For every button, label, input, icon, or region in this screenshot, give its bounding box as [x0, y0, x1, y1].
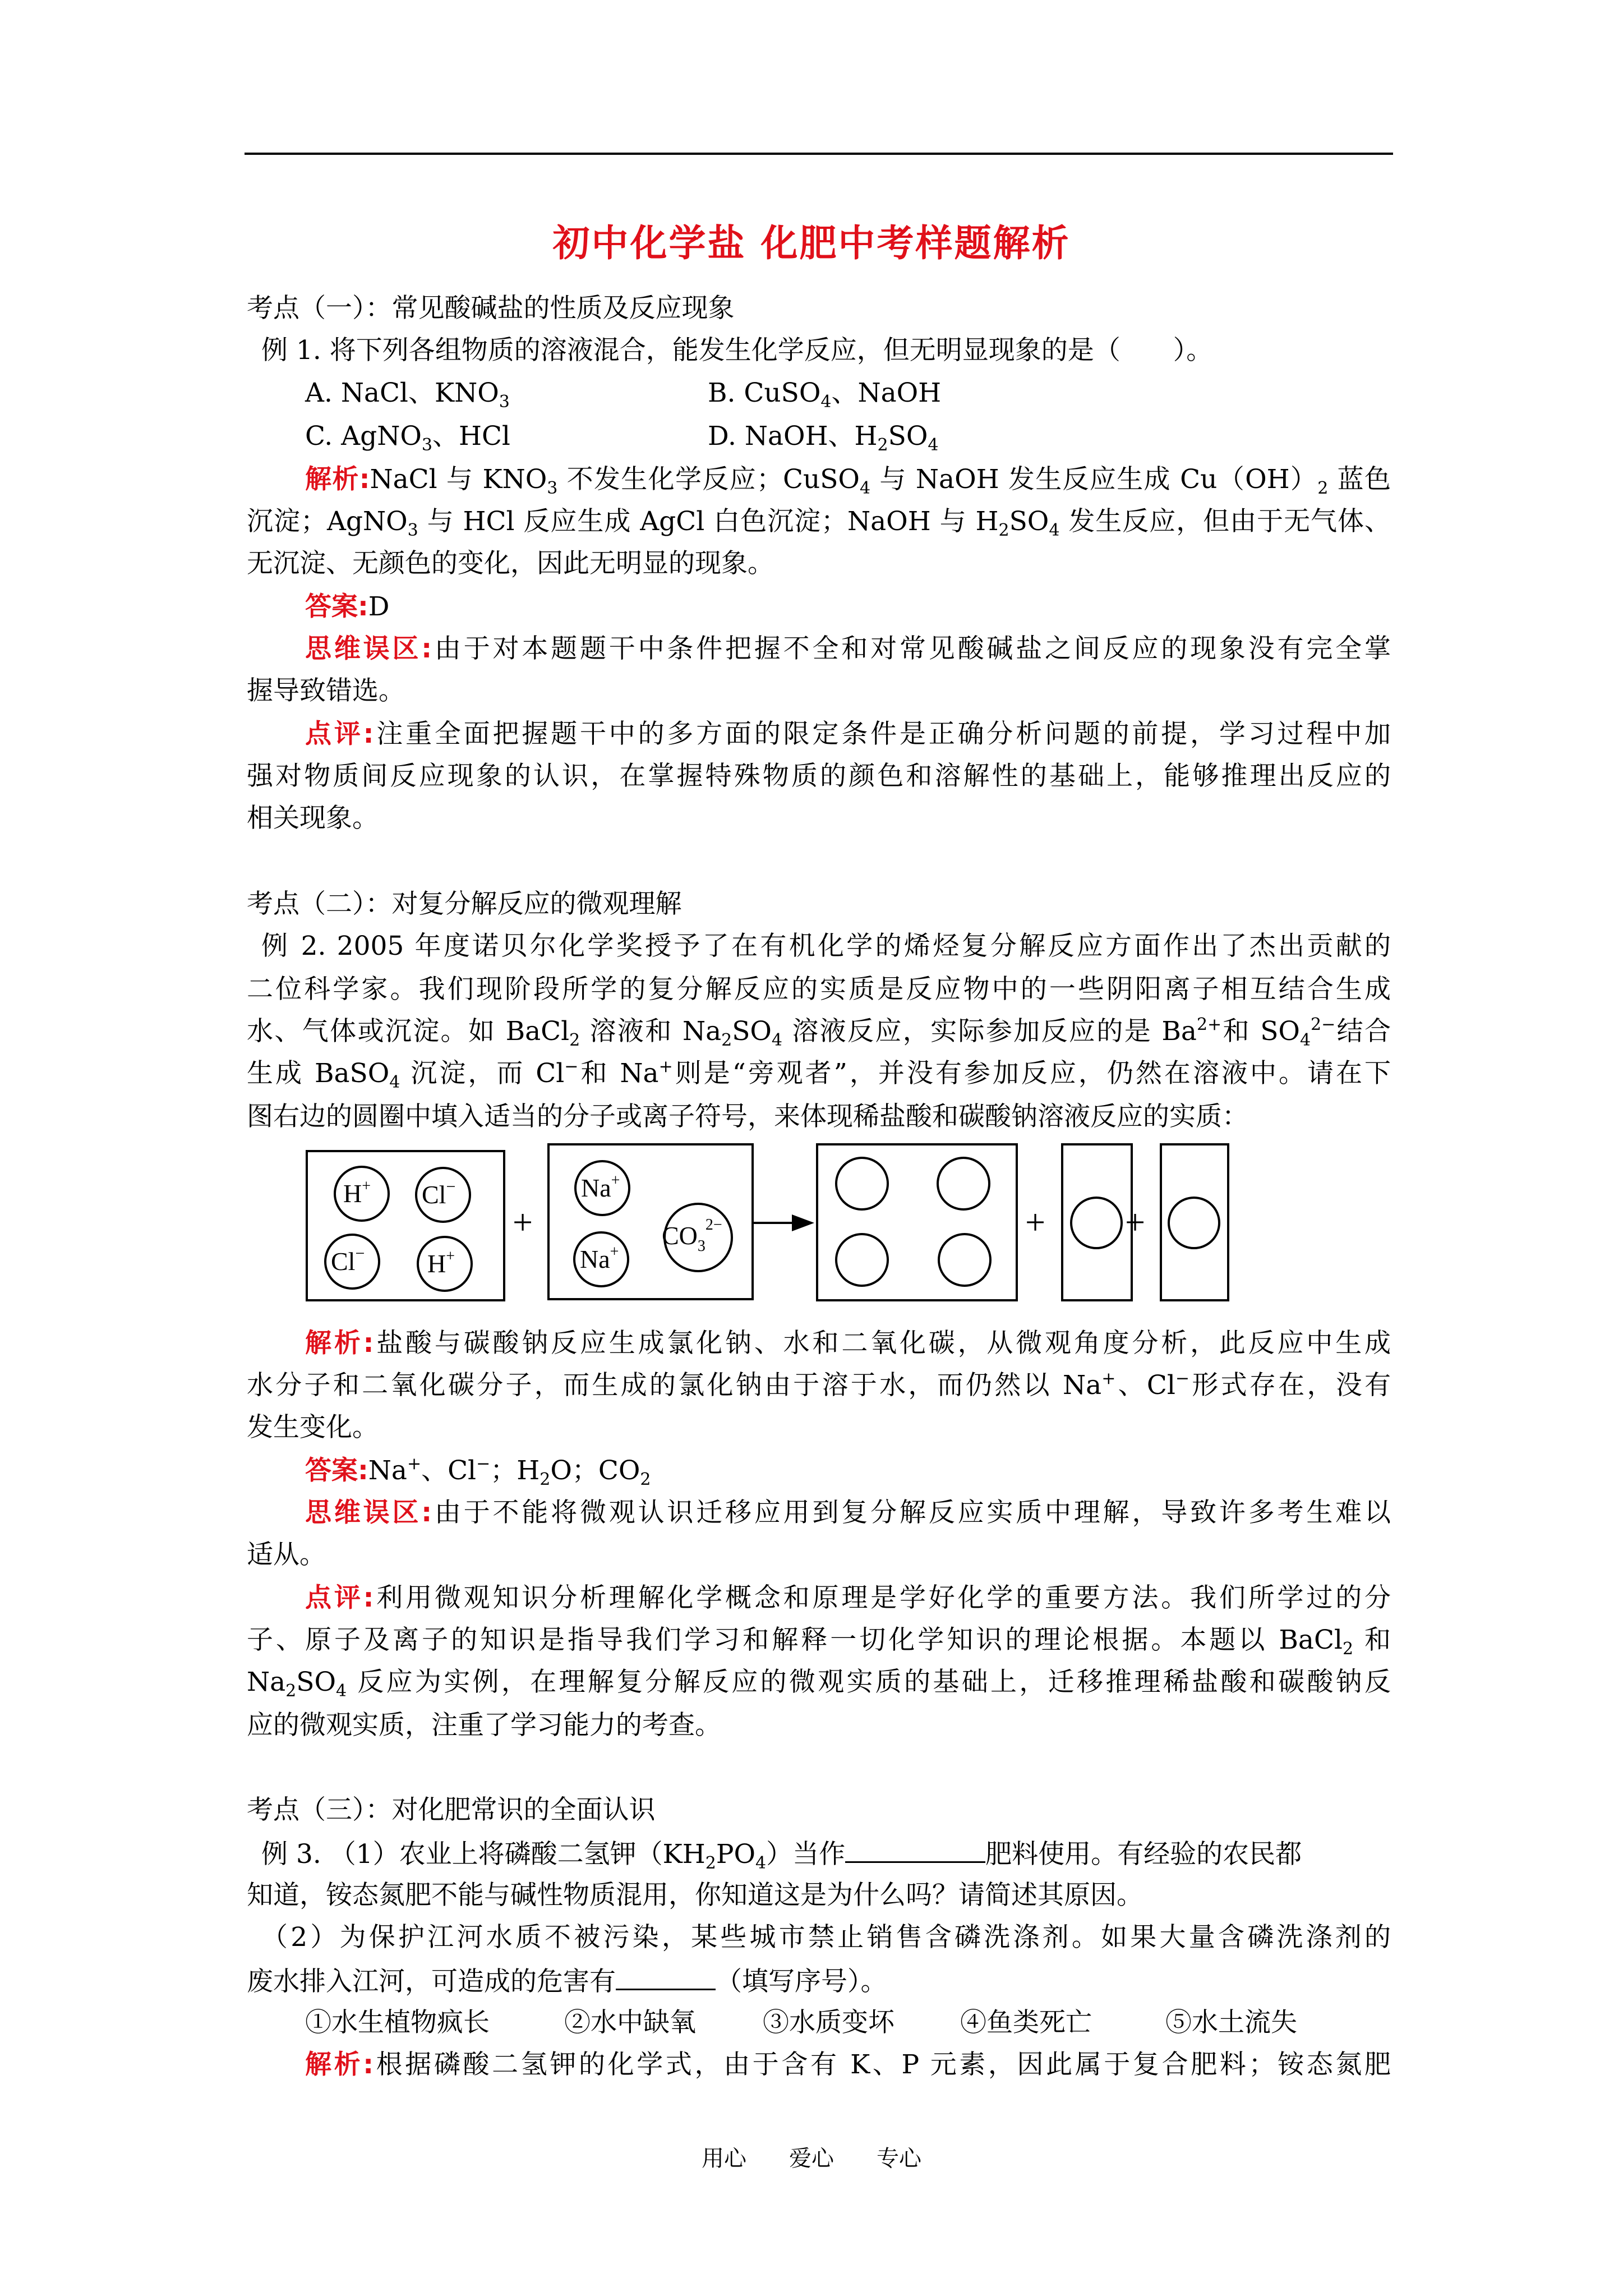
fertilizer-type-blank[interactable] — [845, 1837, 985, 1863]
hazard-answer-blank[interactable] — [616, 1964, 716, 1990]
comment-2-line: $Na_2SO_4$ 反应为实例，在理解复分解反应的微观实质的基础上，迁移推理稀盐酸和碳酸钠反 — [247, 1667, 1391, 1701]
analysis-1-line: 沉淀；AgNO$_3$ 与 HCl 反应生成 AgCl 白色沉淀；NaOH 与 $H_2SO_4$ 发生反应，但由于无气体、 — [247, 506, 1391, 540]
product-box-1 — [817, 1144, 1017, 1300]
comment-1-line: 相关现象。 — [247, 803, 379, 834]
section-3-heading: 考点（三）：对化肥常识的全面认识 — [247, 1795, 656, 1825]
hazard-option: ⑤水土流失 — [1165, 2007, 1297, 2038]
question-1: 例 1. 将下列各组物质的溶液混合，能发生化学反应，但无明显现象的是（ ）。 — [261, 335, 1213, 366]
question-2-line: 生成 BaSO$_4$ 沉淀，而 Cl−和 Na+则是“旁观者”，并没有参加反应，仍然在溶液中。请在下 — [247, 1057, 1391, 1092]
svg-text:CO32−: $CO_3^{2-}$ — [662, 1216, 722, 1255]
hazard-option: ②水中缺氧 — [564, 2007, 696, 2038]
hazard-option: ①水生植物疯长 — [305, 2007, 490, 2038]
comment-1-line: 强对物质间反应现象的认识，在掌握特殊物质的颜色和溶解性的基础上，能够推理出反应的 — [247, 761, 1391, 792]
plus-sign: + — [1025, 1202, 1046, 1242]
question-3-line: 知道，铵态氮肥不能与碱性物质混用，你知道这是为什么吗？请简述其原因。 — [247, 1880, 1143, 1911]
empty-circle — [939, 1234, 990, 1286]
empty-circle — [836, 1158, 888, 1209]
empty-circle — [1071, 1198, 1122, 1248]
section-1-heading: 考点（一）：常见酸碱盐的性质及反应现象 — [247, 293, 735, 324]
empty-circle — [836, 1234, 888, 1286]
reactant-box-hcl — [307, 1151, 504, 1300]
option-a: A. NaCl、$KNO_3$ — [305, 378, 510, 412]
question-2-line: 水、气体或沉淀。如 BaCl$_2$ 溶液和 $Na_2SO_4$ 溶液反应，实际参加反应的是 $Ba^{2+}$和 $SO_4^{2-}$结合 — [247, 1015, 1391, 1050]
empty-circle — [1169, 1198, 1219, 1248]
comment-2-line: 点评:利用微观知识分析理解化学概念和原理是学好化学的重要方法。我们所学过的分 — [305, 1582, 1391, 1613]
svg-text:Cl−: Cl− — [331, 1244, 365, 1276]
error-2-line: 适从。 — [247, 1539, 326, 1570]
answer-2: 答案:Na+、Cl−；$H_2O$；$CO_2$ — [305, 1454, 651, 1489]
empty-circle — [938, 1158, 989, 1209]
question-3-part2-line: 废水排入江河，可造成的危害有 （填写序号）。 — [247, 1964, 1391, 1998]
question-2-line: 图右边的圆圈中填入适当的分子或离子符号，来体现稀盐酸和碳酸钠溶液反应的实质： — [247, 1101, 1248, 1132]
analysis-2-line: 发生变化。 — [247, 1412, 379, 1443]
page-title: 初中化学盐 化肥中考样题解析 — [552, 222, 1071, 265]
option-c: C. AgNO$_3$、HCl — [305, 421, 510, 455]
question-3-line: 例 3. （1）农业上将磷酸二氢钾$(KH_2PO_4)$当作 肥料使用。有经验的农民都 — [261, 1837, 1391, 1870]
svg-text:Na+: Na+ — [581, 1172, 620, 1202]
svg-text:H+: H+ — [343, 1177, 371, 1208]
hazard-option: ④鱼类死亡 — [960, 2007, 1092, 2038]
svg-text:H+: H+ — [427, 1248, 455, 1278]
comment-2-line: 应的微观实质，注重了学习能力的考查。 — [247, 1710, 721, 1741]
plus-sign: + — [513, 1202, 533, 1242]
question-3-part2-line: （2）为保护江河水质不被污染，某些城市禁止销售含磷洗涤剂。如果大量含磷洗涤剂的 — [261, 1922, 1391, 1953]
analysis-3-line: 解析:根据磷酸二氢钾的化学式，由于含有 K、P 元素，因此属于复合肥料；铵态氮肥 — [305, 2049, 1391, 2080]
answer-1: 答案:D — [305, 591, 390, 622]
arrow-head — [792, 1214, 814, 1231]
comment-2-line: 子、原子及离子的知识是指导我们学习和解释一切化学知识的理论根据。本题以 BaCl$_2$ 和 — [247, 1625, 1391, 1659]
section-2-heading: 考点（二）：对复分解反应的微观理解 — [247, 889, 682, 919]
option-d: D. NaOH、$H_2SO_4$ — [708, 421, 939, 455]
error-1-line: 握导致错选。 — [247, 675, 405, 706]
analysis-2-line: 解析:盐酸与碳酸钠反应生成氯化钠、水和二氧化碳，从微观角度分析，此反应中生成 — [305, 1328, 1391, 1359]
svg-text:Na+: Na+ — [580, 1243, 619, 1273]
svg-text:Cl−: Cl− — [422, 1177, 456, 1209]
error-1-line: 思维误区:由于对本题题干中条件把握不全和对常见酸碱盐之间反应的现象没有完全掌 — [305, 633, 1391, 664]
plus-sign: + — [1125, 1202, 1146, 1242]
page-footer: 用心 爱心 专心 — [702, 2146, 921, 2171]
error-2-line: 思维误区:由于不能将微观认识迁移应用到复分解反应实质中理解，导致许多考生难以 — [305, 1497, 1391, 1528]
option-b: B. CuSO$_4$、NaOH — [708, 378, 942, 412]
comment-1-line: 点评:注重全面把握题干中的多方面的限定条件是正确分析问题的前提，学习过程中加 — [305, 719, 1391, 749]
analysis-1-line: 解析:NaCl 与 $KNO_3$ 不发生化学反应；CuSO$_4$ 与 NaOH 发生反应生成 $Cu(OH)_2$ 蓝色 — [305, 464, 1391, 498]
hazard-option: ③水质变坏 — [763, 2007, 895, 2038]
analysis-1-line: 无沉淀、无颜色的变化，因此无明显的现象。 — [247, 548, 774, 579]
question-2-line: 例 2. 2005 年度诺贝尔化学奖授予了在有机化学的烯烃复分解反应方面作出了杰出贡献的 — [261, 931, 1391, 961]
question-2-line: 二位科学家。我们现阶段所学的复分解反应的实质是反应物中的一些阴阳离子相互结合生成 — [247, 974, 1391, 1005]
analysis-2-line: 水分子和二氧化碳分子，而生成的氯化钠由于溶于水，而仍然以 Na+、Cl−形式存在，没有 — [247, 1369, 1391, 1401]
